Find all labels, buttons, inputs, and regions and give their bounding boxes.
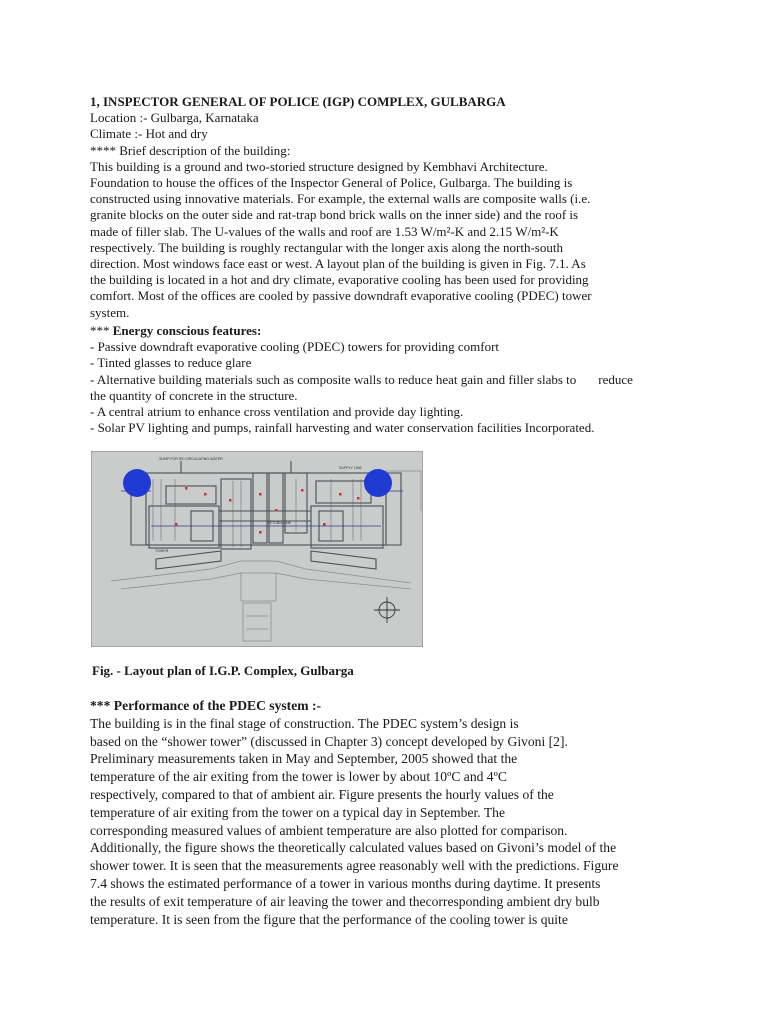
description-line: direction. Most windows face east or west. A layout plan of the building is given in Fig. 7.1. As: [90, 256, 586, 272]
figure-caption: Fig. - Layout plan of I.G.P. Complex, Gulbarga: [92, 663, 354, 678]
feature-item: the quantity of concrete in the structure.: [90, 387, 298, 403]
climate-line: Climate :- Hot and dry: [90, 126, 208, 142]
performance-line: shower tower. It is seen that the measurements agree reasonably well with the predictions. Figure: [90, 858, 619, 874]
description-heading: **** Brief description of the building:: [90, 142, 291, 158]
feature-item-part: - Alternative building materials such as composite walls to reduce heat gain and filler slabs to: [90, 371, 577, 387]
feature-item: - Solar PV lighting and pumps, rainfall harvesting and water conservation facilities Incorporated.: [90, 420, 595, 436]
performance-line: respectively, compared to that of ambient air. Figure presents the hourly values of the: [90, 786, 554, 802]
description-line: comfort. Most of the offices are cooled by passive downdraft evaporative cooling (PDEC) tower: [90, 288, 592, 304]
features-heading-prefix: ***: [90, 323, 113, 338]
feature-item: [90, 372, 690, 388]
performance-line: The building is in the final stage of construction. The PDEC system’s design is: [90, 715, 519, 731]
energy-features: [90, 323, 690, 436]
description-line: constructed using innovative materials. For example, the external walls are composite walls (i.e.: [90, 191, 591, 207]
layout-plan-figure: [91, 451, 423, 647]
figure-label-return: RETURN LINE: [267, 521, 291, 525]
performance-line: temperature. It is seen from the figure that the performance of the cooling tower is quite: [90, 911, 568, 927]
features-heading-text: Energy conscious features:: [112, 323, 262, 338]
description-line: respectively. The building is roughly rectangular with the longer axis along the north-south: [90, 239, 563, 255]
performance-line: 7.4 shows the estimated performance of a tower in various months during daytime. It presents: [90, 875, 601, 891]
performance-line: Preliminary measurements taken in May and September, 2005 showed that the: [90, 751, 518, 767]
figure-label-supply: SUPPLY LINE: [339, 466, 362, 470]
performance-line: corresponding measured values of ambient temperature are also plotted for comparison.: [90, 822, 568, 838]
description-line: made of filler slab. The U-values of the walls and roof are 1.53 W/m²-K and 2.15 W/m²-K: [90, 223, 559, 239]
description-line: Foundation to house the offices of the Inspector General of Police, Gulbarga. The building is: [90, 175, 573, 191]
performance-line: the results of exit temperature of air leaving the tower and thecorresponding ambient dry bulb: [90, 893, 600, 909]
location-line: Location :- Gulbarga, Karnataka: [90, 110, 259, 126]
performance-line: temperature of the air exiting from the tower is lower by about 10ºC and 4ºC: [90, 769, 507, 785]
feature-item-part: reduce: [598, 371, 633, 387]
description-line: system.: [90, 304, 130, 320]
performance-line: based on the “shower tower” (discussed in Chapter 3) concept developed by Givoni [2].: [90, 733, 568, 749]
features-heading: [90, 323, 690, 339]
pdec-performance: [90, 697, 690, 928]
feature-item: - Tinted glasses to reduce glare: [90, 355, 252, 371]
description-line: the building is located in a hot and dry climate, evaporative cooling has been used for providing: [90, 272, 589, 288]
feature-item: - A central atrium to enhance cross ventilation and provide day lighting.: [90, 404, 464, 420]
description-line: granite blocks on the outer side and rat-trap bond brick walls on the inner side) and the roof is: [90, 207, 579, 223]
figure-label-tower: TOWER: [155, 549, 169, 553]
feature-item: - Passive downdraft evaporative cooling (PDEC) towers for providing comfort: [90, 339, 500, 355]
performance-line: temperature of air exiting from the tower on a typical day in September. The: [90, 804, 505, 820]
right-tank-icon: [364, 469, 392, 497]
section-title: 1, INSPECTOR GENERAL OF POLICE (IGP) COMPLEX, GULBARGA: [90, 94, 506, 109]
performance-line: Additionally, the figure shows the theoretically calculated values based on Givoni’s model of the: [90, 840, 617, 856]
description-line: This building is a ground and two-storied structure designed by Kembhavi Architecture.: [90, 158, 548, 174]
figure-label-sump: SUMP FOR RE-CIRCULATING WATER: [159, 457, 223, 461]
performance-heading: *** Performance of the PDEC system :-: [90, 698, 322, 713]
building-header: [90, 94, 690, 321]
left-tank-icon: [123, 469, 151, 497]
